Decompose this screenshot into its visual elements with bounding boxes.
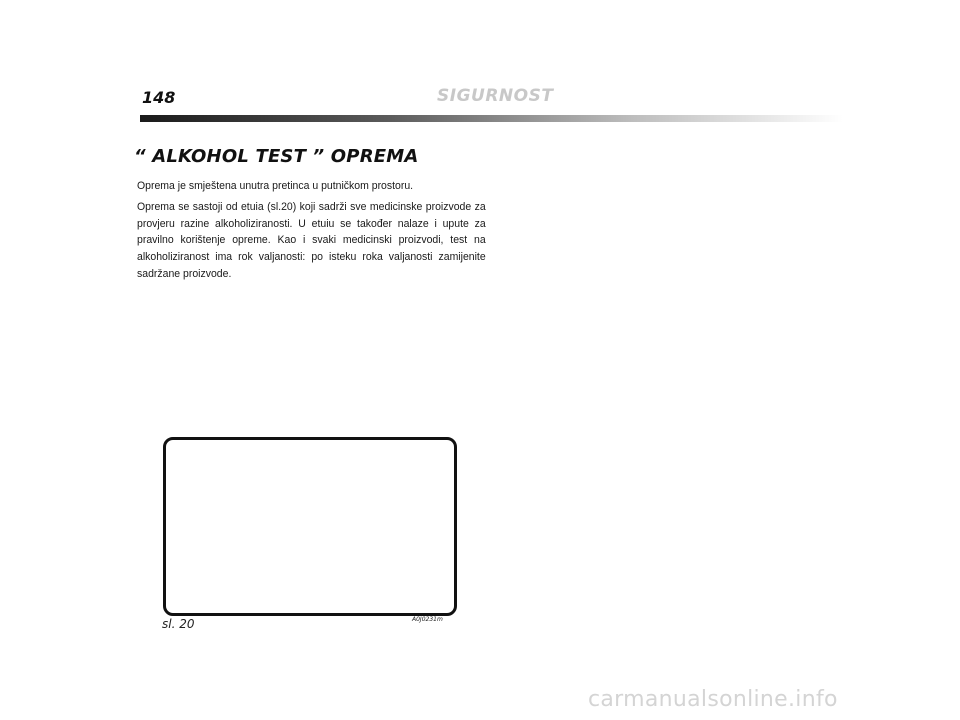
figure-code: A0J0231m [412, 616, 443, 623]
watermark: carmanualsonline.info [588, 687, 838, 712]
paragraph: Oprema se sastoji od etuia (sl.20) koji sadrži sve medicinske proizvode za provjeru razine alkoholiziranosti. U etuiu se također nalaze i upute za pravilno korištenje opreme. Kao i svaki medicinski proizvodi, test na alkoholiziranost ima rok valjanosti: po isteku roka valjanosti zamijenite sadržane proizvode. [137, 200, 486, 280]
figure-caption: sl. 20 [162, 617, 195, 631]
header-rule [140, 115, 843, 122]
article-title: “ ALKOHOL TEST ” OPREMA [134, 146, 419, 167]
paragraph: Oprema je smještena unutra pretinca u putničkom prostoru. [137, 180, 414, 192]
figure-frame [163, 437, 457, 616]
section-header: SIGURNOST [437, 86, 554, 106]
page-number: 148 [142, 88, 176, 107]
article-body [137, 178, 486, 287]
